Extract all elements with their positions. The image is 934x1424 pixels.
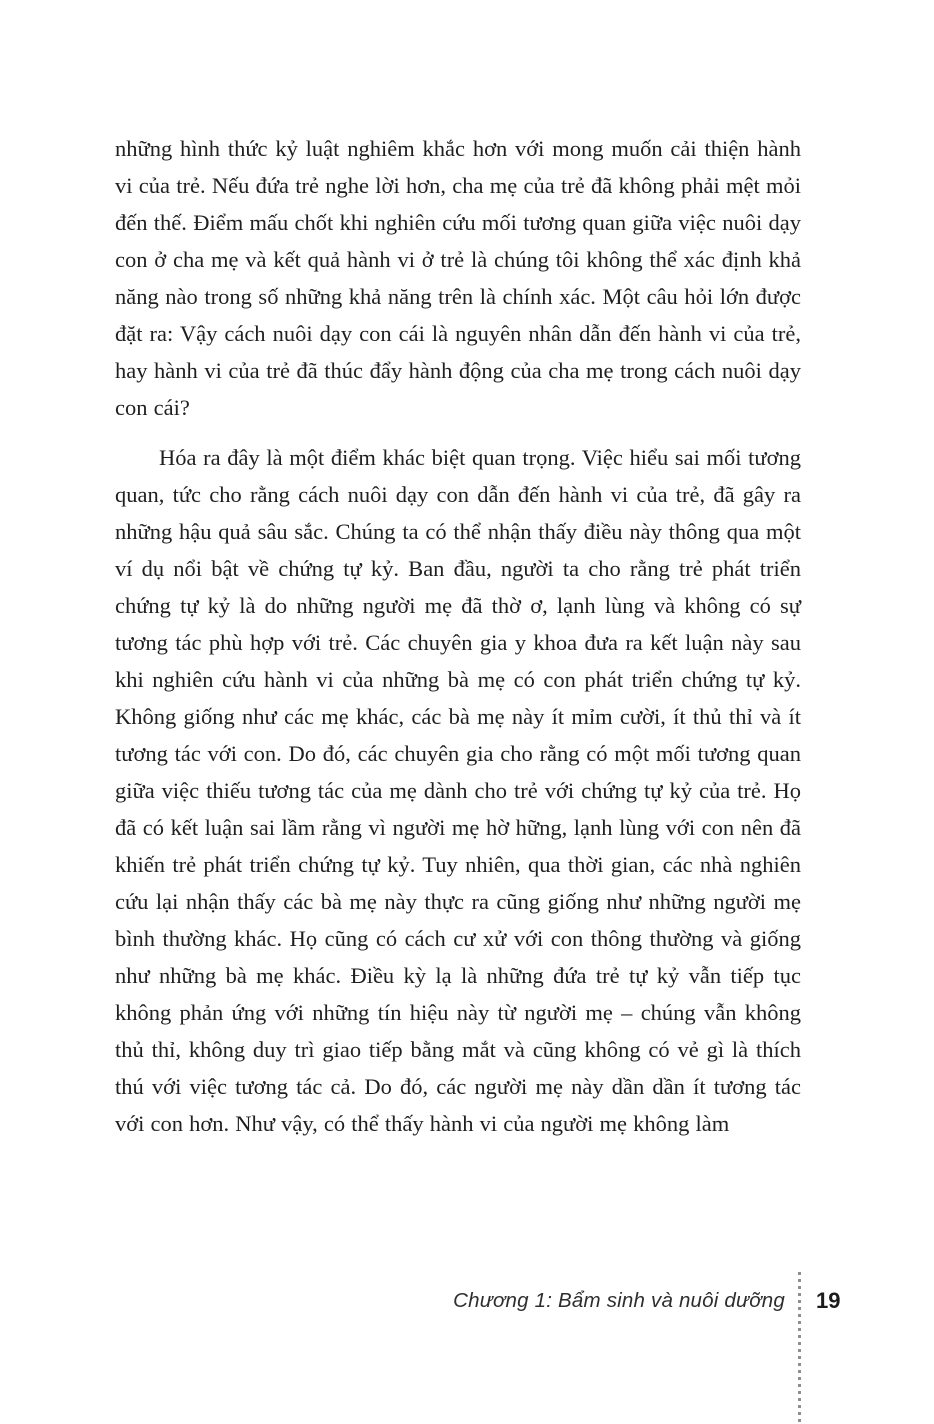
paragraph: những hình thức kỷ luật nghiêm khắc hơn với mong muốn cải thiện hành vi của trẻ. Nếu đứa trẻ nghe lời hơn, cha mẹ của trẻ đã không phải mệt mỏi đến thế. Điểm mấu chốt khi nghiên cứu mối tương quan giữa việc nuôi dạy con ở cha mẹ và kết quả hành vi ở trẻ là chúng tôi không thể xác định khả năng nào trong số những khả năng trên là chính xác. Một câu hỏi lớn được đặt ra: Vậy cách nuôi dạy con cái là nguyên nhân dẫn đến hành vi của trẻ, hay hành vi của trẻ đã thúc đẩy hành động của cha mẹ trong cách nuôi dạy con cái? [115, 136, 801, 420]
dotted-divider [798, 1272, 801, 1424]
paragraph: Hóa ra đây là một điểm khác biệt quan trọng. Việc hiểu sai mối tương quan, tức cho rằng cách nuôi dạy con dẫn đến hành vi của trẻ, đã gây ra những hậu quả sâu sắc. Chúng ta có thể nhận thấy điều này thông qua một ví dụ nổi bật về chứng tự kỷ. Ban đầu, người ta cho rằng trẻ phát triển chứng tự kỷ là do những người mẹ đã thờ ơ, lạnh lùng và không có sự tương tác phù hợp với trẻ. Các chuyên gia y khoa đưa ra kết luận này sau khi nghiên cứu hành vi của những bà mẹ có con phát triển chứng tự kỷ. Không giống như các mẹ khác, các bà mẹ này ít mỉm cười, ít thủ thỉ và ít tương tác với con. Do đó, các chuyên gia cho rằng có một mối tương quan giữa việc thiếu tương tác của mẹ dành cho trẻ với chứng tự kỷ của trẻ. Họ đã có kết luận sai lầm rằng vì người mẹ hờ hững, lạnh lùng với con nên đã khiến trẻ phát triển chứng tự kỷ. Tuy nhiên, qua thời gian, các nhà nghiên cứu lại nhận thấy các bà mẹ này thực ra cũng giống như những người mẹ bình thường khác. Họ cũng có cách cư xử với con thông thường và giống như những bà mẹ khác. Điều kỳ lạ là những đứa trẻ tự kỷ vẫn tiếp tục không phản ứng với những tín hiệu này từ người mẹ – chúng vẫn không thủ thỉ, không duy trì giao tiếp bằng mắt và cũng không có vẻ gì là thích thú với việc tương tác cả. Do đó, các người mẹ này dần dần ít tương tác với con hơn. Như vậy, có thể thấy hành vi của người mẹ không làm [115, 445, 801, 1136]
footer-chapter-title: Chương 1: Bẩm sinh và nuôi dưỡng [453, 1289, 785, 1312]
footer-page-number: 19 [816, 1288, 841, 1313]
page-footer [0, 1286, 934, 1320]
page-text-block [115, 130, 801, 1155]
